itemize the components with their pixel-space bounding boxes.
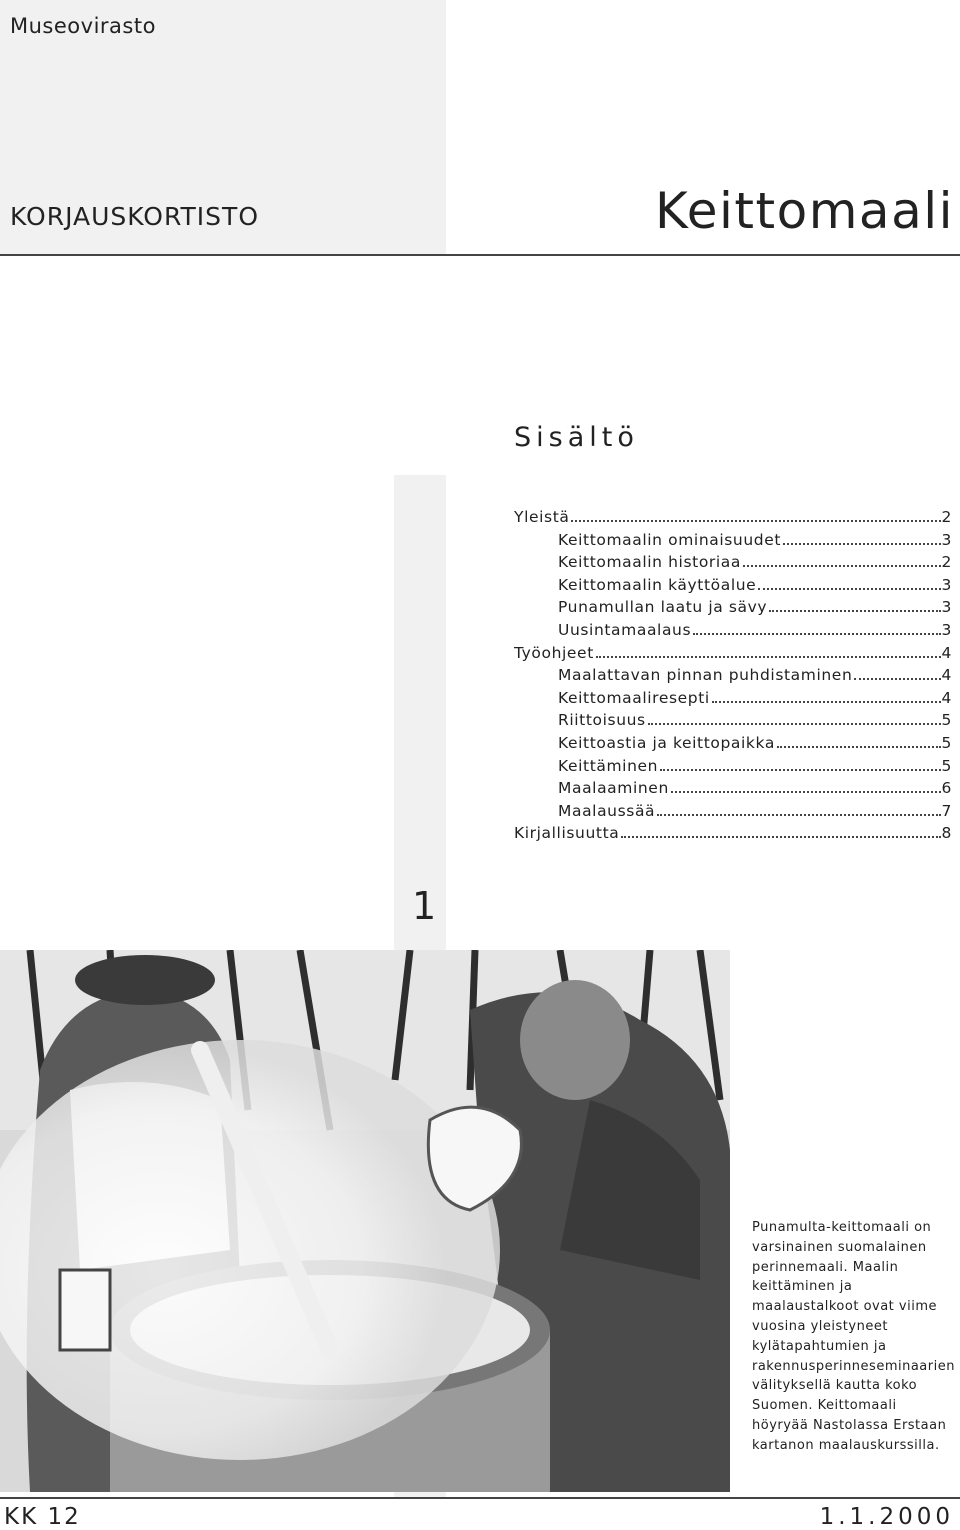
toc-entry-page: 2 — [941, 508, 952, 526]
toc-heading: Sisältö — [514, 422, 639, 453]
page-number: 1 — [412, 884, 437, 928]
toc-entry-page: 3 — [941, 598, 952, 617]
series-name: KORJAUSKORTISTO — [10, 202, 259, 231]
toc-entry — [514, 711, 952, 734]
toc-leader-dots — [660, 768, 940, 771]
toc-leader-dots — [777, 745, 941, 748]
photo-paint-boiling — [0, 950, 730, 1492]
toc-entry-label: Keittomaaliresepti — [558, 688, 710, 707]
toc-leader-dots — [648, 722, 941, 725]
top-divider — [0, 254, 960, 256]
toc-entry — [514, 757, 952, 780]
toc-entry — [514, 734, 952, 757]
toc-leader-dots — [758, 587, 940, 590]
toc-entry — [514, 508, 952, 531]
toc-leader-dots — [657, 813, 940, 816]
table-of-contents — [514, 508, 952, 847]
toc-entry-page: 6 — [941, 779, 952, 798]
toc-entry — [514, 779, 952, 802]
toc-entry-page: 5 — [941, 756, 952, 775]
toc-entry — [514, 598, 952, 621]
toc-entry — [514, 824, 952, 847]
toc-entry — [514, 621, 952, 644]
toc-entry-page: 5 — [941, 733, 952, 752]
toc-entry — [514, 666, 952, 689]
photo-caption: Punamulta-keittomaali on varsinainen suomalainen perinnemaali. Maalin keittäminen ja maalaustalkoot ovat viime vuosina yleistyneet kylätapahtumien ja rakennusperinneseminaarien välityksellä kautta koko Suomen. Keittomaali höyryää Nastolassa Erstaan kartanon maalauskurssilla. — [752, 1220, 955, 1453]
toc-entry — [514, 531, 952, 554]
toc-entry-page: 2 — [941, 553, 952, 572]
toc-leader-dots — [671, 790, 941, 793]
card-code: KK 12 — [4, 1504, 81, 1530]
toc-entry-label: Riittoisuus — [558, 711, 646, 730]
toc-entry-page: 4 — [941, 643, 952, 662]
toc-entry-page: 5 — [941, 711, 952, 730]
toc-entry-label: Maalattavan pinnan puhdistaminen — [558, 666, 853, 685]
toc-leader-dots — [783, 542, 941, 545]
toc-leader-dots — [621, 835, 940, 838]
toc-entry-label: Yleistä — [514, 508, 570, 526]
toc-entry-label: Maalaussää — [558, 801, 656, 820]
toc-entry-page: 3 — [941, 530, 952, 549]
page-title: Keittomaali — [654, 182, 954, 240]
toc-leader-dots — [693, 632, 940, 635]
toc-entry-label: Keittomaalin käyttöalue — [558, 575, 757, 594]
toc-leader-dots — [854, 677, 940, 680]
toc-leader-dots — [712, 700, 941, 703]
toc-entry-label: Työohjeet — [514, 643, 594, 662]
toc-entry-label: Keittoastia ja keittopaikka — [558, 733, 775, 752]
toc-entry-page: 3 — [941, 575, 952, 594]
toc-entry-label: Kirjallisuutta — [514, 824, 620, 843]
toc-entry-page: 4 — [941, 666, 952, 685]
toc-entry-page: 7 — [941, 801, 952, 820]
toc-entry — [514, 802, 952, 825]
toc-entry — [514, 553, 952, 576]
toc-entry-page: 8 — [941, 824, 952, 843]
toc-entry-label: Maalaaminen — [558, 779, 669, 798]
toc-leader-dots — [571, 519, 940, 522]
toc-entry-label: Keittäminen — [558, 756, 659, 775]
toc-entry-label: Keittomaalin historiaa — [558, 553, 741, 572]
toc-entry-label: Keittomaalin ominaisuudet — [558, 530, 782, 549]
toc-entry — [514, 576, 952, 599]
organization-name: Museovirasto — [10, 14, 156, 38]
bottom-divider — [0, 1497, 960, 1499]
toc-entry-label: Uusintamaalaus — [558, 620, 692, 639]
toc-leader-dots — [743, 564, 941, 567]
publication-date: 1.1.2000 — [819, 1504, 954, 1530]
toc-entry — [514, 644, 952, 667]
toc-entry-label: Punamullan laatu ja sävy — [558, 598, 768, 617]
toc-entry-page: 3 — [941, 620, 952, 639]
toc-leader-dots — [769, 609, 940, 612]
toc-leader-dots — [596, 655, 941, 658]
toc-entry — [514, 689, 952, 712]
toc-entry-page: 4 — [941, 688, 952, 707]
